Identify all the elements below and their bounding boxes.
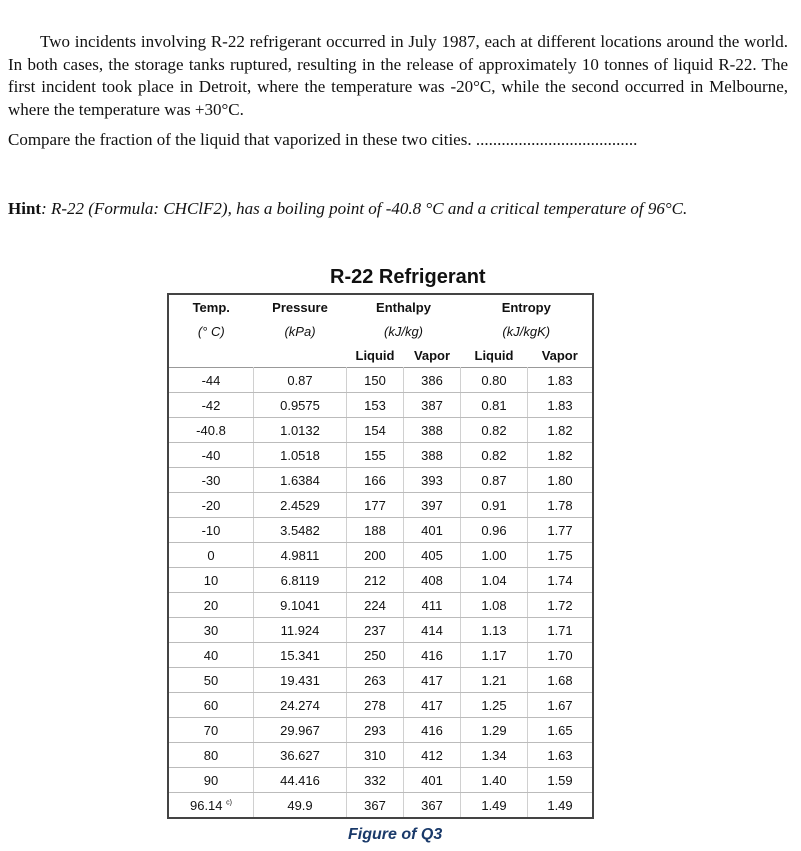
cell-entropy-liquid-value: 1.25 (481, 697, 507, 713)
cell-entropy-liquid-value: 0.96 (481, 522, 507, 538)
cell-enthalpy-liquid (347, 718, 404, 743)
cell-entropy-vapor (528, 768, 594, 793)
cell-temp-value: 96.14 (189, 797, 223, 813)
cell-pressure-value: 44.416 (280, 772, 320, 788)
table-row (168, 443, 593, 468)
table-body (168, 368, 593, 819)
cell-enthalpy-liquid-value: 166 (364, 472, 386, 488)
cell-enthalpy-liquid-value: 293 (364, 722, 386, 738)
cell-enthalpy-vapor-value: 401 (421, 522, 443, 538)
cell-pressure (254, 568, 347, 593)
table-row (168, 693, 593, 718)
header-temp: Temp. (192, 299, 230, 315)
cell-entropy-vapor (528, 743, 594, 768)
header-blank (168, 343, 254, 368)
cell-entropy-liquid-value: 1.49 (481, 797, 507, 813)
question-paragraph: Two incidents involving R-22 refrigerant occurred in July 1987, each at different locations around the world. In both cases, the storage tanks ruptured, resulting in the release of approximately 10 tonnes of liquid R-22. The first incident took place in Detroit, where the temperature was -20°C, while the second occurred in Melbourne, where the temperature was +30°C. (8, 32, 788, 119)
r22-property-table (167, 293, 594, 819)
cell-enthalpy-liquid (347, 543, 404, 568)
cell-enthalpy-vapor-value: 388 (421, 422, 443, 438)
cell-entropy-vapor (528, 593, 594, 618)
header-pressure: Pressure (272, 299, 328, 315)
cell-enthalpy-vapor (404, 443, 461, 468)
cell-temp-value: 0 (207, 547, 215, 563)
cell-temp (168, 718, 254, 743)
cell-entropy-liquid-value: 0.91 (481, 497, 507, 513)
cell-temp-value: 40 (203, 647, 219, 663)
cell-enthalpy-vapor-value: 417 (421, 672, 443, 688)
cell-enthalpy-vapor (404, 368, 461, 393)
table-row (168, 568, 593, 593)
cell-enthalpy-liquid (347, 743, 404, 768)
cell-enthalpy-vapor (404, 618, 461, 643)
cell-enthalpy-vapor (404, 568, 461, 593)
cell-enthalpy-liquid-value: 212 (364, 572, 386, 588)
cell-temp-value: -20 (201, 497, 221, 513)
cell-entropy-liquid (461, 668, 528, 693)
cell-entropy-liquid-value: 0.82 (481, 422, 507, 438)
cell-temp-value: 50 (203, 672, 219, 688)
cell-entropy-liquid-value: 1.13 (481, 622, 507, 638)
cell-entropy-vapor-value: 1.68 (547, 672, 573, 688)
table-row (168, 718, 593, 743)
cell-enthalpy-vapor (404, 693, 461, 718)
cell-enthalpy-liquid (347, 643, 404, 668)
cell-pressure (254, 643, 347, 668)
cell-temp (168, 593, 254, 618)
header-s-liquid: Liquid (474, 347, 514, 363)
cell-enthalpy-vapor (404, 743, 461, 768)
cell-pressure (254, 368, 347, 393)
cell-temp-value: -40.8 (196, 422, 226, 438)
cell-temp-value: 10 (203, 572, 219, 588)
cell-enthalpy-vapor (404, 793, 461, 819)
header-s-vapor: Vapor (541, 347, 578, 363)
cell-entropy-vapor-value: 1.65 (547, 722, 573, 738)
cell-entropy-liquid-value: 1.29 (481, 722, 507, 738)
cell-enthalpy-vapor (404, 518, 461, 543)
cell-entropy-liquid-value: 0.82 (481, 447, 507, 463)
cell-temp (168, 443, 254, 468)
cell-enthalpy-liquid-value: 155 (364, 447, 386, 463)
cell-temp-value: -42 (201, 397, 221, 413)
cell-enthalpy-liquid-value: 278 (364, 697, 386, 713)
cell-temp (168, 643, 254, 668)
cell-pressure-value: 1.0132 (280, 422, 320, 438)
cell-entropy-vapor (528, 543, 594, 568)
cell-temp (168, 418, 254, 443)
cell-entropy-vapor (528, 393, 594, 418)
cell-pressure (254, 468, 347, 493)
cell-temp (168, 368, 254, 393)
cell-entropy-liquid (461, 468, 528, 493)
cell-entropy-vapor-value: 1.72 (547, 597, 573, 613)
cell-pressure-value: 1.6384 (280, 472, 320, 488)
header-temp-unit: (° C) (197, 323, 225, 339)
cell-enthalpy-liquid (347, 693, 404, 718)
cell-enthalpy-vapor-value: 408 (421, 572, 443, 588)
cell-pressure-value: 11.924 (280, 622, 320, 638)
cell-entropy-vapor-value: 1.74 (547, 572, 573, 588)
table-row (168, 768, 593, 793)
cell-entropy-liquid (461, 618, 528, 643)
cell-temp-value: 80 (203, 747, 219, 763)
cell-enthalpy-liquid-value: 367 (364, 797, 386, 813)
cell-enthalpy-liquid-value: 237 (364, 622, 386, 638)
cell-temp (168, 468, 254, 493)
cell-pressure-value: 29.967 (280, 722, 320, 738)
cell-entropy-liquid (461, 368, 528, 393)
cell-entropy-liquid-value: 0.81 (481, 397, 507, 413)
cell-pressure-value: 4.9811 (280, 547, 320, 563)
cell-entropy-vapor (528, 418, 594, 443)
cell-entropy-liquid (461, 493, 528, 518)
cell-enthalpy-vapor (404, 493, 461, 518)
cell-temp (168, 568, 254, 593)
cell-entropy-vapor (528, 718, 594, 743)
cell-temp (168, 493, 254, 518)
cell-enthalpy-liquid (347, 793, 404, 819)
cell-entropy-vapor-value: 1.63 (547, 747, 573, 763)
cell-enthalpy-vapor (404, 468, 461, 493)
cell-enthalpy-liquid-value: 154 (364, 422, 386, 438)
cell-enthalpy-vapor-value: 387 (421, 397, 443, 413)
cell-entropy-vapor (528, 618, 594, 643)
header-enthalpy: Enthalpy (376, 299, 431, 315)
cell-temp (168, 693, 254, 718)
cell-entropy-liquid (461, 743, 528, 768)
cell-temp (168, 393, 254, 418)
header-entropy: Entropy (501, 299, 551, 315)
cell-pressure (254, 418, 347, 443)
cell-temp-value: -30 (201, 472, 221, 488)
cell-enthalpy-vapor (404, 593, 461, 618)
cell-pressure (254, 743, 347, 768)
question-prompt: Compare the fraction of the liquid that vaporized in these two cities. ...................................... (8, 130, 638, 149)
cell-entropy-liquid-value: 0.87 (481, 472, 507, 488)
cell-entropy-liquid (461, 768, 528, 793)
header-blank (254, 343, 347, 368)
table-row (168, 468, 593, 493)
header-pressure-unit: (kPa) (284, 323, 316, 339)
cell-pressure (254, 443, 347, 468)
cell-entropy-vapor-value: 1.83 (547, 397, 573, 413)
cell-enthalpy-liquid (347, 593, 404, 618)
cell-entropy-liquid-value: 1.21 (481, 672, 507, 688)
cell-enthalpy-vapor-value: 416 (421, 647, 443, 663)
cell-entropy-liquid-value: 1.00 (481, 547, 507, 563)
cell-pressure-value: 19.431 (280, 672, 320, 688)
cell-entropy-vapor-value: 1.80 (547, 472, 573, 488)
cell-temp (168, 518, 254, 543)
cell-entropy-vapor-value: 1.77 (547, 522, 573, 538)
cell-pressure-value: 6.8119 (280, 572, 320, 588)
cell-enthalpy-liquid-value: 188 (364, 522, 386, 538)
cell-pressure-value: 9.1041 (280, 597, 320, 613)
cell-pressure-value: 3.5482 (280, 522, 320, 538)
table-row (168, 518, 593, 543)
cell-enthalpy-vapor-value: 393 (421, 472, 443, 488)
cell-pressure-value: 0.9575 (280, 397, 320, 413)
table-row (168, 418, 593, 443)
cell-enthalpy-vapor-value: 386 (421, 372, 443, 388)
cell-enthalpy-liquid-value: 200 (364, 547, 386, 563)
cell-enthalpy-vapor-value: 411 (421, 597, 443, 613)
table-row (168, 743, 593, 768)
cell-entropy-liquid (461, 693, 528, 718)
cell-entropy-liquid (461, 543, 528, 568)
cell-enthalpy-liquid (347, 568, 404, 593)
cell-entropy-liquid-value: 1.34 (481, 747, 507, 763)
cell-enthalpy-vapor (404, 418, 461, 443)
table-row (168, 593, 593, 618)
cell-enthalpy-vapor-value: 388 (421, 447, 443, 463)
cell-pressure (254, 493, 347, 518)
cell-pressure (254, 393, 347, 418)
cell-enthalpy-liquid-value: 263 (364, 672, 386, 688)
footnote-marker: c) (226, 799, 232, 807)
cell-temp-value: 20 (203, 597, 219, 613)
cell-entropy-vapor-value: 1.83 (547, 372, 573, 388)
cell-entropy-liquid (461, 793, 528, 819)
table-title: R-22 Refrigerant (330, 266, 486, 288)
cell-entropy-liquid (461, 718, 528, 743)
table-row (168, 393, 593, 418)
cell-entropy-vapor (528, 468, 594, 493)
header-enthalpy-unit: (kJ/kg) (384, 323, 423, 339)
cell-temp-value: 30 (203, 622, 219, 638)
cell-enthalpy-liquid (347, 768, 404, 793)
cell-enthalpy-vapor (404, 718, 461, 743)
cell-enthalpy-liquid-value: 177 (364, 497, 386, 513)
cell-entropy-vapor-value: 1.82 (547, 447, 573, 463)
cell-entropy-liquid (461, 418, 528, 443)
cell-enthalpy-vapor-value: 367 (421, 797, 443, 813)
cell-entropy-vapor (528, 793, 594, 819)
hint-text: : R-22 (Formula: CHClF2), has a boiling point of -40.8 °C and a critical temperature of 96°C. (41, 199, 688, 218)
cell-pressure (254, 768, 347, 793)
cell-entropy-liquid-value: 1.08 (481, 597, 507, 613)
cell-temp-value: 70 (203, 722, 219, 738)
cell-temp (168, 768, 254, 793)
cell-entropy-vapor (528, 443, 594, 468)
header-entropy-unit: (kJ/kgK) (502, 323, 551, 339)
cell-pressure (254, 718, 347, 743)
cell-enthalpy-vapor-value: 405 (421, 547, 443, 563)
cell-entropy-vapor (528, 568, 594, 593)
cell-entropy-vapor (528, 693, 594, 718)
cell-entropy-liquid (461, 443, 528, 468)
cell-entropy-liquid (461, 593, 528, 618)
cell-enthalpy-vapor-value: 397 (421, 497, 443, 513)
cell-pressure (254, 668, 347, 693)
cell-entropy-liquid-value: 1.04 (481, 572, 507, 588)
cell-enthalpy-liquid (347, 418, 404, 443)
cell-enthalpy-vapor-value: 414 (421, 622, 443, 638)
cell-pressure-value: 2.4529 (280, 497, 320, 513)
cell-enthalpy-vapor (404, 643, 461, 668)
header-h-vapor: Vapor (413, 347, 451, 363)
cell-pressure-value: 0.87 (287, 372, 313, 388)
cell-pressure (254, 793, 347, 819)
cell-enthalpy-liquid-value: 150 (364, 372, 386, 388)
cell-enthalpy-vapor (404, 393, 461, 418)
cell-entropy-vapor-value: 1.75 (547, 547, 573, 563)
cell-pressure-value: 1.0518 (280, 447, 320, 463)
cell-enthalpy-liquid (347, 368, 404, 393)
cell-entropy-vapor-value: 1.67 (547, 697, 573, 713)
table-row (168, 643, 593, 668)
cell-pressure-value: 15.341 (280, 647, 320, 663)
cell-entropy-liquid (461, 518, 528, 543)
cell-enthalpy-liquid (347, 668, 404, 693)
cell-pressure (254, 618, 347, 643)
cell-temp (168, 618, 254, 643)
cell-enthalpy-vapor (404, 668, 461, 693)
cell-entropy-liquid (461, 393, 528, 418)
cell-entropy-vapor (528, 493, 594, 518)
cell-temp (168, 743, 254, 768)
cell-pressure (254, 518, 347, 543)
header-h-liquid: Liquid (355, 347, 395, 363)
cell-pressure (254, 693, 347, 718)
cell-pressure-value: 24.274 (280, 697, 320, 713)
cell-entropy-liquid-value: 1.40 (481, 772, 507, 788)
cell-enthalpy-liquid-value: 224 (364, 597, 386, 613)
cell-enthalpy-liquid (347, 393, 404, 418)
table-row (168, 543, 593, 568)
table-row (168, 493, 593, 518)
cell-enthalpy-vapor (404, 543, 461, 568)
cell-entropy-liquid (461, 568, 528, 593)
table-row (168, 618, 593, 643)
cell-entropy-vapor-value: 1.70 (547, 647, 573, 663)
cell-enthalpy-liquid (347, 518, 404, 543)
hint-label: Hint (8, 199, 42, 218)
cell-entropy-liquid-value: 0.80 (481, 372, 507, 388)
cell-temp (168, 668, 254, 693)
figure-caption: Figure of Q3 (348, 826, 443, 843)
cell-pressure-value: 36.627 (280, 747, 320, 763)
cell-enthalpy-liquid-value: 153 (364, 397, 386, 413)
cell-entropy-vapor-value: 1.59 (547, 772, 573, 788)
cell-entropy-vapor-value: 1.78 (547, 497, 573, 513)
cell-enthalpy-vapor-value: 412 (421, 747, 443, 763)
cell-entropy-liquid (461, 643, 528, 668)
cell-entropy-vapor (528, 643, 594, 668)
cell-pressure (254, 593, 347, 618)
cell-enthalpy-liquid (347, 493, 404, 518)
cell-entropy-vapor (528, 368, 594, 393)
hint (8, 199, 687, 219)
cell-enthalpy-vapor-value: 416 (421, 722, 443, 738)
cell-entropy-vapor-value: 1.49 (547, 797, 573, 813)
cell-enthalpy-liquid-value: 332 (364, 772, 386, 788)
cell-enthalpy-liquid (347, 443, 404, 468)
table-row (168, 793, 593, 819)
cell-enthalpy-liquid-value: 310 (364, 747, 386, 763)
cell-entropy-vapor-value: 1.82 (547, 422, 573, 438)
cell-enthalpy-liquid-value: 250 (364, 647, 386, 663)
cell-entropy-vapor-value: 1.71 (547, 622, 573, 638)
cell-entropy-vapor (528, 518, 594, 543)
table-row (168, 368, 593, 393)
cell-temp-value: -40 (201, 447, 221, 463)
cell-enthalpy-liquid (347, 618, 404, 643)
table-row (168, 668, 593, 693)
cell-temp-value: -44 (201, 372, 221, 388)
cell-temp (168, 793, 254, 819)
cell-entropy-liquid-value: 1.17 (481, 647, 507, 663)
cell-enthalpy-liquid (347, 468, 404, 493)
cell-temp-value: 90 (203, 772, 219, 788)
cell-enthalpy-vapor (404, 768, 461, 793)
cell-enthalpy-vapor-value: 417 (421, 697, 443, 713)
cell-pressure (254, 543, 347, 568)
cell-entropy-vapor (528, 668, 594, 693)
cell-temp-value: 60 (203, 697, 219, 713)
cell-pressure-value: 49.9 (287, 797, 313, 813)
cell-temp-value: -10 (201, 522, 221, 538)
cell-temp (168, 543, 254, 568)
cell-enthalpy-vapor-value: 401 (421, 772, 443, 788)
